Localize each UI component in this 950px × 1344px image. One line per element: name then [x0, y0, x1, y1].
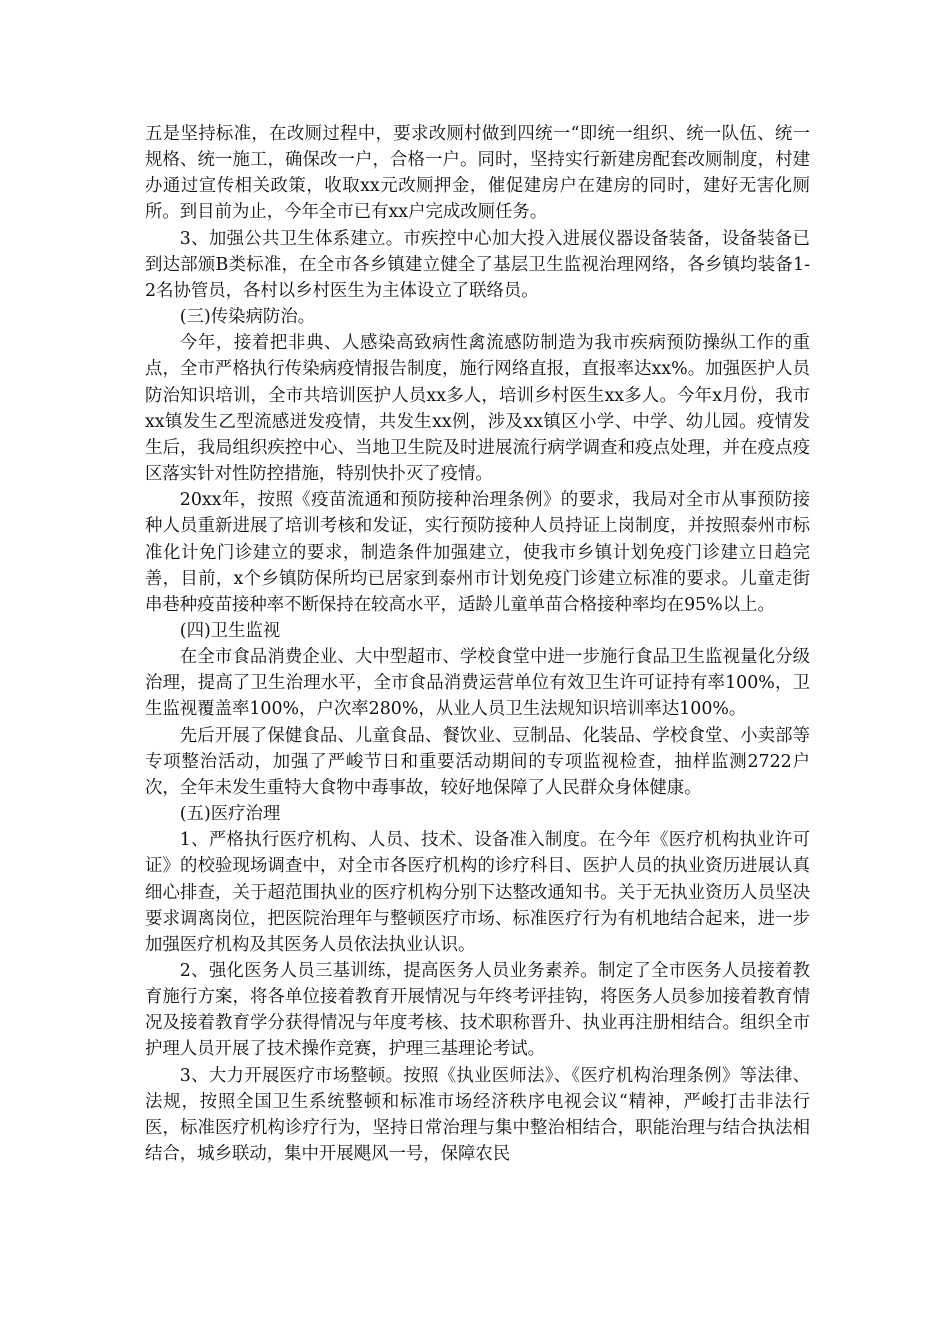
paragraph: 3、加强公共卫生体系建立。市疾控中心加大投入进展仪器设备装备，设备装备已到达部颁B类标准，在全市各乡镇建立健全了基层卫生监视治理网络，各乡镇均装备1-2名协管员，各村以乡村医生为主体设立了联络员。 — [145, 228, 810, 301]
section-heading: (五)医疗治理 — [179, 804, 281, 825]
document-body — [145, 121, 810, 1167]
paragraph: 1、严格执行医疗机构、人员、技术、设备准入制度。在今年《医疗机构执业许可证》的校验现场调查中，对全市各医疗机构的诊疗科目、医护人员的执业资历进展认真细心排查，关于超范围执业的医疗机构分别下达整改通知书。关于无执业资历人员坚决要求调离岗位，把医院治理年与整顿医疗市场、标准医疗行为有机地结合起来，进一步加强医疗机构及其医务人员依法执业认识。 — [145, 830, 810, 955]
paragraph: 3、大力开展医疗市场整顿。按照《执业医师法》、《医疗机构治理条例》等法律、法规，按照全国卫生系统整顿和标准市场经济秩序电视会议“精神，严峻打击非法行医，标准医疗机构诊疗行为，坚持日常治理与集中整治相结合，职能治理与结合执法相结合，城乡联动，集中开展飓风一号，保障农民 — [145, 1065, 810, 1165]
paragraph: 2、强化医务人员三基训练，提高医务人员业务素养。制定了全市医务人员接着教育施行方案，将各单位接着教育开展情况与年终考评挂钩，将医务人员参加接着教育情况及接着教育学分获得情况与年度考核、技术职称晋升、执业再注册相结合。组织全市护理人员开展了技术操作竞赛，护理三基理论考试。 — [145, 961, 810, 1060]
section-heading: (三)传染病防治。 — [179, 307, 316, 328]
paragraph: 今年，接着把非典、人感染高致病性禽流感防制造为我市疾病预防操纵工作的重点，全市严格执行传染病疫情报告制度，施行网络直报，直报率达xx%。加强医护人员防治知识培训，全市共培训医护人员xx多人，培训乡村医生xx多人。今年x月份，我市xx镇发生乙型流感迸发疫情，共发生xx例，涉及xx镇区小学、中学、幼儿园。疫情发生后，我局组织疾控中心、当地卫生院及时进展流行病学调查和疫点处理，并在疫点疫区落实针对性防控措施，特别快扑灭了疫情。 — [145, 333, 810, 485]
section-heading: (四)卫生监视 — [179, 620, 281, 641]
paragraph: 五是坚持标准，在改厕过程中，要求改厕村做到四统一“即统一组织、统一队伍、统一规格、统一施工，确保改一户，合格一户。同时，坚持实行新建房配套改厕制度，村建办通过宣传相关政策，收取xx元改厕押金，催促建房户在建房的同时，建好无害化厕所。到目前为止，今年全市已有xx户完成改厕任务。 — [145, 124, 810, 223]
paragraph: 在全市食品消费企业、大中型超市、学校食堂中进一步施行食品卫生监视量化分级治理，提高了卫生治理水平，全市食品消费运营单位有效卫生许可证持有率100%，卫生监视覆盖率100%，户次率280%，从业人员卫生法规知识培训率达100%。 — [145, 647, 810, 720]
paragraph: 20xx年，按照《疫苗流通和预防接种治理条例》的要求，我局对全市从事预防接种人员重新进展了培训考核和发证，实行预防接种人员持证上岗制度，并按照泰州市标准化计免门诊建立的要求，制造条件加强建立，使我市乡镇计划免疫门诊建立日趋完善，目前，x个乡镇防保所均已居家到泰州市计划免疫门诊建立标准的要求。儿童走街串巷种疫苗接种率不断保持在较高水平，适龄儿童单苗合格接种率均在95%以上。 — [145, 490, 810, 615]
paragraph: 先后开展了保健食品、儿童食品、餐饮业、豆制品、化装品、学校食堂、小卖部等专项整治活动，加强了严峻节日和重要活动期间的专项监视检查，抽样监测2722户次，全年未发生重特大食物中毒事故，较好地保障了人民群众身体健康。 — [145, 725, 810, 798]
